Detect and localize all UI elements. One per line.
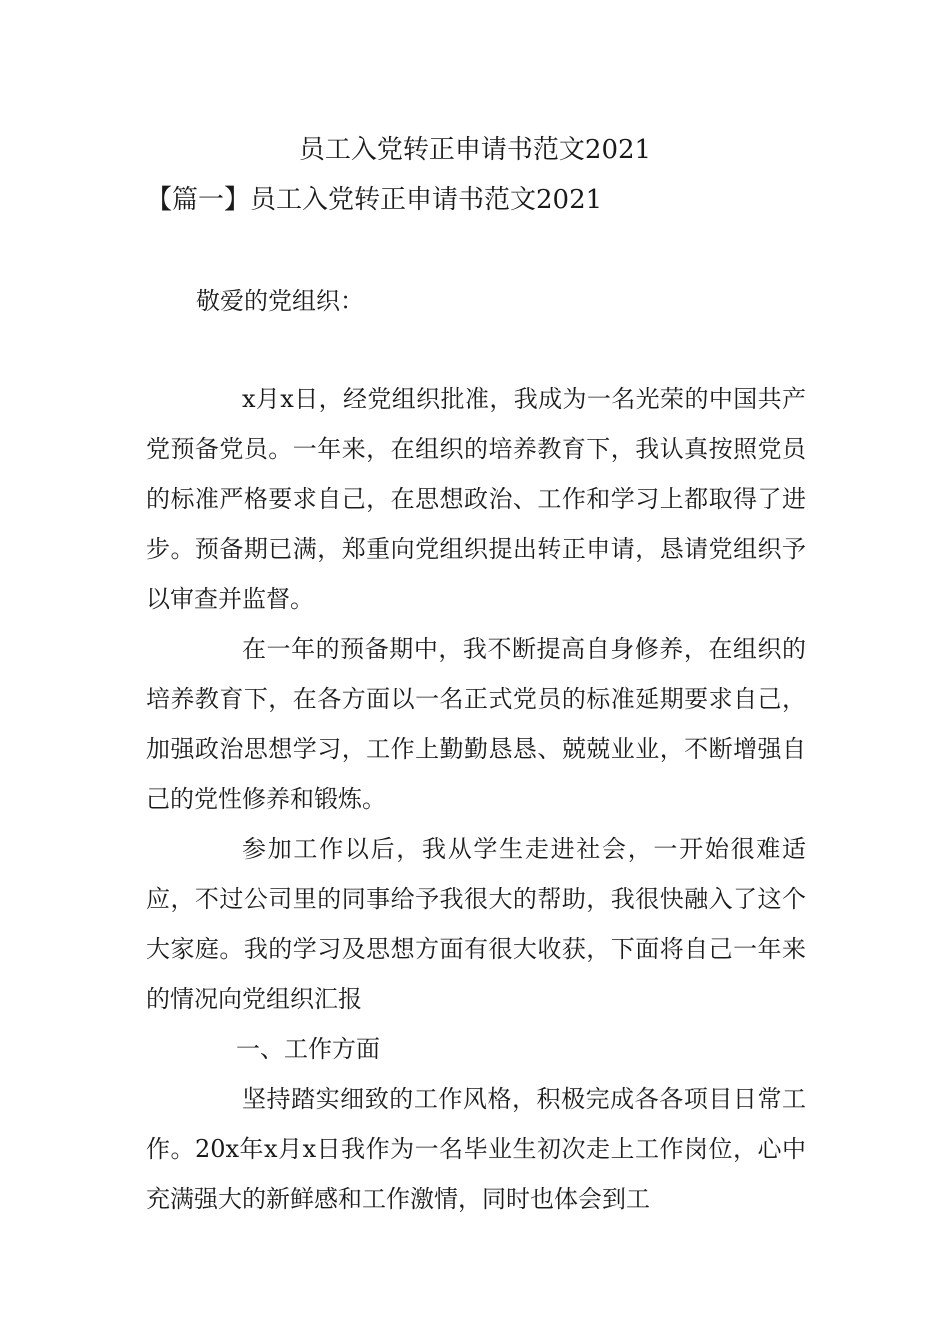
body-text — [146, 374, 806, 1224]
paragraph: 参加工作以后，我从学生走进社会，一开始很难适应，不过公司里的同事给予我很大的帮助，我很快融入了这个大家庭。我的学习及思想方面有很大收获，下面将自己一年来的情况向党组织汇报 — [146, 835, 806, 1013]
document-title: 员工入党转正申请书范文2021 — [298, 135, 652, 165]
document-subtitle: 【篇一】员工入党转正申请书范文2021 — [146, 185, 603, 215]
paragraph: 在一年的预备期中，我不断提高自身修养，在组织的培养教育下，在各方面以一名正式党员的标准延期要求自己，加强政治思想学习，工作上勤勤恳恳、兢兢业业，不断增强自己的党性修养和锻炼。 — [146, 635, 806, 813]
paragraph: x月x日，经党组织批准，我成为一名光荣的中国共产党预备党员。一年来，在组织的培养教育下，我认真按照党员的标准严格要求自己，在思想政治、工作和学习上都取得了进步。预备期已满，郑重向党组织提出转正申请，恳请党组织予以审查并监督。 — [146, 385, 806, 613]
paragraph: 坚持踏实细致的工作风格，积极完成各各项目日常工作。20x年x月x日我作为一名毕业生初次走上工作岗位，心中充满强大的新鲜感和工作激情，同时也体会到工 — [146, 1085, 806, 1213]
section-heading: 一、工作方面 — [236, 1035, 380, 1063]
salutation: 敬爱的党组织： — [196, 287, 364, 315]
